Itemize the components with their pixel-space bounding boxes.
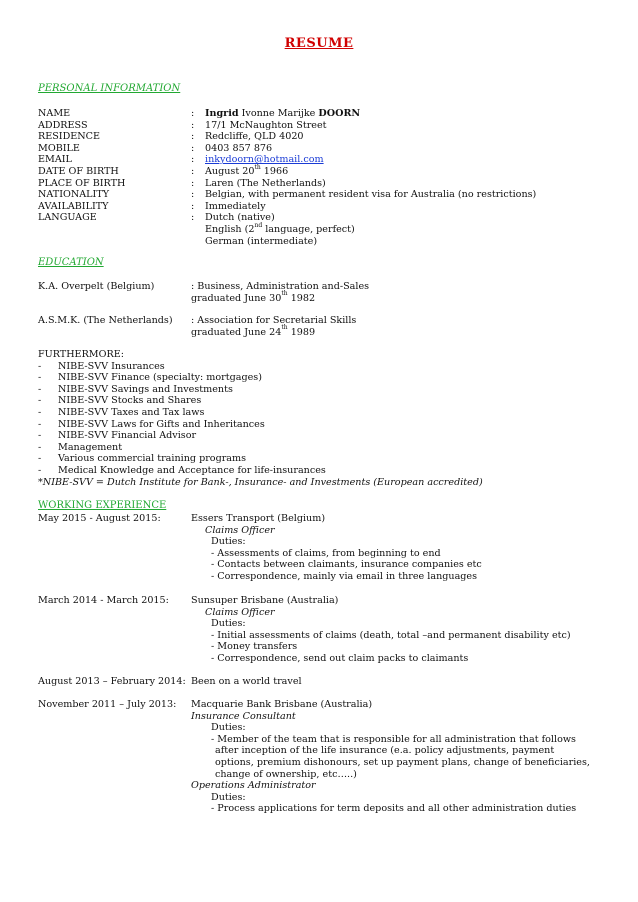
info-value: Dutch (native) bbox=[205, 212, 275, 224]
info-row-address bbox=[38, 120, 598, 132]
duties-label: Duties: bbox=[211, 791, 246, 803]
education-institution: K.A. Overpelt (Belgium) bbox=[38, 281, 155, 292]
info-label: AVAILABILITY bbox=[38, 200, 109, 212]
job-employer: Essers Transport (Belgium) bbox=[191, 513, 326, 524]
email-link[interactable]: inkydoorn@hotmail.com bbox=[205, 154, 324, 166]
duty-item-continued: change of ownership, etc…..) bbox=[215, 768, 357, 780]
info-row-availability bbox=[38, 201, 598, 213]
list-item bbox=[38, 465, 618, 477]
first-name: Ingrid bbox=[205, 108, 239, 119]
dob-text: August 20 bbox=[205, 165, 255, 177]
list-item bbox=[38, 442, 618, 454]
list-item-text: Various commercial training programs bbox=[58, 453, 247, 465]
list-item-text: NIBE-SVV Savings and Investments bbox=[58, 383, 233, 395]
info-value: 0403 857 876 bbox=[205, 142, 273, 154]
info-row-date-of-birth bbox=[38, 163, 598, 178]
duty-item-continued: after inception of the life insurance (e.a. policy adjustments, payment bbox=[215, 745, 555, 757]
job-dates: November 2011 – July 2013: bbox=[38, 699, 177, 710]
list-item-text: NIBE-SVV Laws for Gifts and Inheritances bbox=[58, 418, 265, 430]
info-colon: : bbox=[191, 154, 195, 166]
info-value: Laren (The Netherlands) bbox=[205, 177, 326, 189]
info-label: ADDRESS bbox=[38, 119, 88, 131]
info-label: DATE OF BIRTH bbox=[38, 165, 119, 177]
info-row-language bbox=[38, 212, 598, 224]
duty-item: - Process applications for term deposits and all other administration duties bbox=[211, 803, 577, 815]
info-row-mobile bbox=[38, 143, 598, 155]
info-value: Immediately bbox=[205, 200, 266, 212]
info-label: PLACE OF BIRTH bbox=[38, 177, 126, 189]
working-experience-heading: WORKING EXPERIENCE bbox=[38, 500, 167, 511]
furthermore-heading: FURTHERMORE: bbox=[38, 349, 124, 360]
job-role: Operations Administrator bbox=[191, 780, 316, 792]
info-label: NATIONALITY bbox=[38, 189, 110, 201]
list-item bbox=[38, 395, 618, 407]
duty-item: - Member of the team that is responsible for all administration that follows bbox=[211, 733, 576, 745]
dash: - bbox=[38, 430, 42, 442]
info-value: 17/1 McNaughton Street bbox=[205, 119, 327, 131]
furthermore-section bbox=[38, 349, 618, 488]
list-item bbox=[38, 419, 618, 431]
middle-names: Ivonne Marijke bbox=[238, 108, 319, 119]
info-colon: : bbox=[191, 119, 195, 131]
list-item-text: NIBE-SVV Insurances bbox=[58, 360, 165, 372]
info-label: MOBILE bbox=[38, 142, 80, 154]
english-level: language, perfect) bbox=[262, 223, 355, 235]
info-colon: : bbox=[191, 189, 195, 201]
dash: - bbox=[38, 418, 42, 430]
list-item-text: Management bbox=[58, 441, 123, 453]
job-details bbox=[191, 513, 611, 583]
graduation-year: 1982 bbox=[287, 292, 316, 304]
dob-year: 1966 bbox=[260, 165, 289, 177]
graduation-suffix: th bbox=[281, 324, 288, 332]
personal-information-table bbox=[38, 108, 598, 247]
dash: - bbox=[38, 441, 42, 453]
duty-item-continued: options, premium dishonours, set up payment plans, change of beneficiaries, bbox=[215, 756, 590, 768]
education-graduation bbox=[191, 324, 316, 339]
education-course: : Business, Administration and-Sales bbox=[191, 281, 370, 292]
info-colon: : bbox=[191, 108, 195, 119]
dash: - bbox=[38, 383, 42, 395]
job-dates: May 2015 - August 2015: bbox=[38, 513, 161, 524]
info-colon: : bbox=[191, 200, 195, 212]
list-item-text: NIBE-SVV Finance (specialty: mortgages) bbox=[58, 372, 262, 384]
duty-item: - Contacts between claimants, insurance companies etc bbox=[211, 559, 482, 571]
job-role: Insurance Consultant bbox=[191, 710, 296, 722]
personal-information-heading: PERSONAL INFORMATION bbox=[38, 83, 181, 94]
job-details bbox=[191, 699, 611, 815]
graduation-suffix: th bbox=[281, 290, 288, 298]
info-label: EMAIL bbox=[38, 154, 72, 166]
dash: - bbox=[38, 406, 42, 418]
info-row-nationality bbox=[38, 189, 598, 201]
info-colon: : bbox=[191, 142, 195, 154]
info-value-name bbox=[205, 108, 360, 120]
info-colon: : bbox=[191, 212, 195, 224]
list-item-text: NIBE-SVV Financial Advisor bbox=[58, 430, 197, 442]
job-employer: Been on a world travel bbox=[191, 676, 302, 687]
english-text: English (2 bbox=[205, 223, 255, 235]
info-label: LANGUAGE bbox=[38, 212, 97, 224]
info-row-language-german bbox=[38, 236, 598, 248]
job-details bbox=[191, 676, 611, 688]
duty-item: - Initial assessments of claims (death, total –and permanent disability etc) bbox=[211, 629, 571, 641]
info-colon: : bbox=[191, 165, 195, 177]
list-item bbox=[38, 407, 618, 419]
list-item bbox=[38, 361, 618, 373]
info-row-residence bbox=[38, 131, 598, 143]
duty-item: - Correspondence, send out claim packs to claimants bbox=[211, 652, 469, 664]
education-course: : Association for Secretarial Skills bbox=[191, 315, 357, 326]
job-details bbox=[191, 595, 611, 665]
dash: - bbox=[38, 453, 42, 465]
duty-item: - Money transfers bbox=[211, 641, 298, 653]
duties-label: Duties: bbox=[211, 618, 246, 630]
graduation-year: 1989 bbox=[287, 326, 316, 338]
job-employer: Macquarie Bank Brisbane (Australia) bbox=[191, 699, 373, 710]
list-item bbox=[38, 453, 618, 465]
education-institution: A.S.M.K. (The Netherlands) bbox=[38, 315, 173, 326]
job-dates: March 2014 - March 2015: bbox=[38, 595, 169, 606]
english-suffix: nd bbox=[254, 221, 263, 229]
job-role: Claims Officer bbox=[205, 606, 275, 618]
last-name: DOORN bbox=[318, 108, 361, 119]
info-value bbox=[205, 163, 289, 178]
duty-item: - Correspondence, mainly via email in three languages bbox=[211, 570, 478, 582]
job-role: Claims Officer bbox=[205, 524, 275, 536]
info-value: Belgian, with permanent resident visa for Australia (no restrictions) bbox=[205, 189, 537, 201]
dash: - bbox=[38, 395, 42, 407]
duties-label: Duties: bbox=[211, 536, 246, 548]
duty-item: - Assessments of claims, from beginning to end bbox=[211, 547, 441, 559]
dash: - bbox=[38, 372, 42, 384]
info-colon: : bbox=[191, 177, 195, 189]
info-label: RESIDENCE bbox=[38, 131, 101, 143]
list-item-text: NIBE-SVV Stocks and Shares bbox=[58, 395, 202, 407]
info-value: Redcliffe, QLD 4020 bbox=[205, 131, 304, 143]
dob-suffix: th bbox=[254, 163, 261, 171]
info-row-name bbox=[38, 108, 598, 120]
nibe-footnote: *NIBE-SVV = Dutch Institute for Bank-, Insurance- and Investments (European accredited) bbox=[38, 476, 483, 488]
info-row-email bbox=[38, 154, 598, 166]
list-item bbox=[38, 372, 618, 384]
education-graduation bbox=[191, 290, 316, 305]
info-label: NAME bbox=[38, 108, 71, 119]
duties-label: Duties: bbox=[211, 722, 246, 734]
job-employer: Sunsuper Brisbane (Australia) bbox=[191, 595, 339, 606]
graduation-text: graduated June 24 bbox=[191, 326, 282, 338]
education-heading: EDUCATION bbox=[38, 257, 104, 268]
dash: - bbox=[38, 464, 42, 476]
info-value bbox=[205, 221, 355, 236]
graduation-text: graduated June 30 bbox=[191, 292, 282, 304]
info-value bbox=[205, 154, 324, 166]
info-colon: : bbox=[191, 131, 195, 143]
info-value: German (intermediate) bbox=[205, 235, 318, 247]
info-row-language-english bbox=[38, 221, 598, 236]
job-dates: August 2013 – February 2014: bbox=[38, 676, 186, 687]
dash: - bbox=[38, 360, 42, 372]
list-item-text: Medical Knowledge and Acceptance for life-insurances bbox=[58, 464, 326, 476]
list-item bbox=[38, 430, 618, 442]
resume-title: RESUME bbox=[284, 36, 354, 51]
list-item-text: NIBE-SVV Taxes and Tax laws bbox=[58, 406, 205, 418]
info-row-place-of-birth bbox=[38, 178, 598, 190]
list-item bbox=[38, 384, 618, 396]
